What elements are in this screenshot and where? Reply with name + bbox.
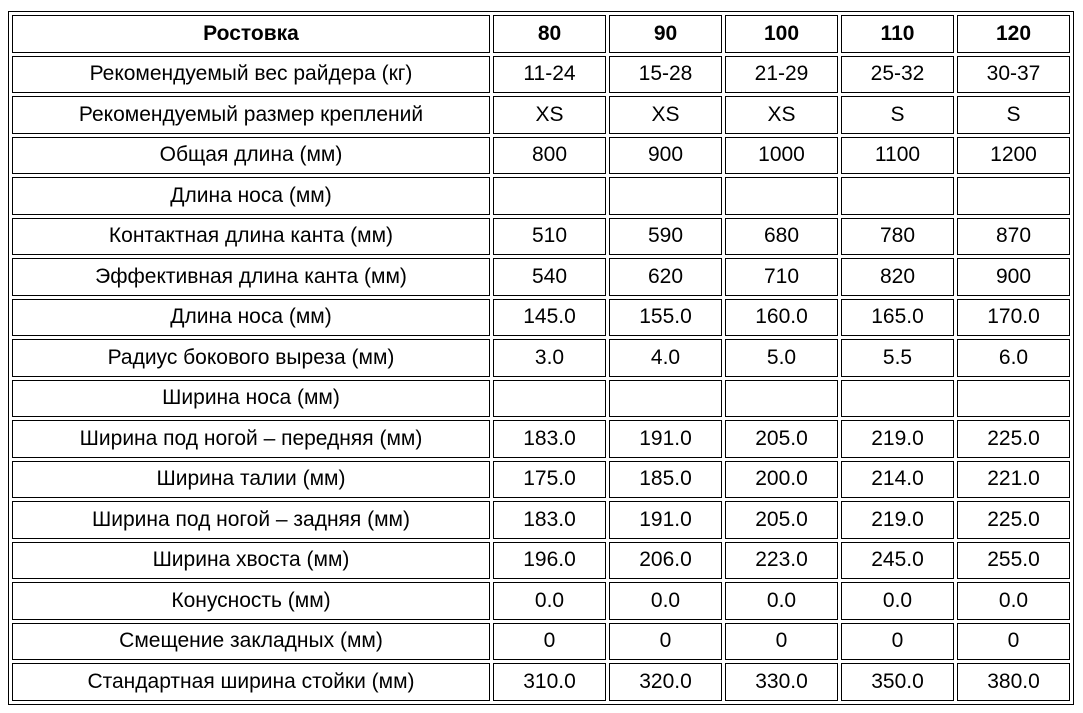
value-cell: 225.0 [957, 501, 1070, 539]
value-cell: 1100 [841, 137, 954, 175]
table-row [12, 501, 1070, 539]
header-cell-size-100: 100 [725, 15, 838, 53]
header-row [12, 15, 1070, 53]
table-row [12, 582, 1070, 620]
value-cell: 191.0 [609, 420, 722, 458]
row-label: Ширина талии (мм) [12, 461, 490, 499]
row-label: Контактная длина канта (мм) [12, 218, 490, 256]
table-row [12, 623, 1070, 661]
value-cell: 185.0 [609, 461, 722, 499]
row-label: Длина носа (мм) [12, 299, 490, 337]
value-cell: 0 [493, 623, 606, 661]
value-cell: 165.0 [841, 299, 954, 337]
table-row [12, 56, 1070, 94]
value-cell [841, 380, 954, 418]
value-cell: 620 [609, 258, 722, 296]
value-cell: 0 [957, 623, 1070, 661]
value-cell: 223.0 [725, 542, 838, 580]
table-row [12, 339, 1070, 377]
value-cell: 710 [725, 258, 838, 296]
table-row [12, 420, 1070, 458]
value-cell: 310.0 [493, 663, 606, 701]
value-cell [609, 177, 722, 215]
value-cell: S [957, 96, 1070, 134]
value-cell: 0 [725, 623, 838, 661]
value-cell: 820 [841, 258, 954, 296]
value-cell: 214.0 [841, 461, 954, 499]
value-cell: 0.0 [957, 582, 1070, 620]
row-label: Конусность (мм) [12, 582, 490, 620]
value-cell: 219.0 [841, 420, 954, 458]
value-cell: 196.0 [493, 542, 606, 580]
table-row [12, 663, 1070, 701]
value-cell: XS [609, 96, 722, 134]
value-cell: 5.5 [841, 339, 954, 377]
value-cell [957, 380, 1070, 418]
header-cell-size-80: 80 [493, 15, 606, 53]
value-cell: 0 [841, 623, 954, 661]
value-cell: 170.0 [957, 299, 1070, 337]
value-cell: 1200 [957, 137, 1070, 175]
value-cell: 5.0 [725, 339, 838, 377]
row-label: Ширина под ногой – передняя (мм) [12, 420, 490, 458]
value-cell: 30-37 [957, 56, 1070, 94]
row-label: Длина носа (мм) [12, 177, 490, 215]
table-row [12, 380, 1070, 418]
value-cell [493, 380, 606, 418]
value-cell [493, 177, 606, 215]
size-spec-table [9, 12, 1073, 704]
value-cell: 380.0 [957, 663, 1070, 701]
row-label: Рекомендуемый размер креплений [12, 96, 490, 134]
value-cell: 870 [957, 218, 1070, 256]
value-cell: 0.0 [841, 582, 954, 620]
table-row [12, 299, 1070, 337]
header-cell-size-90: 90 [609, 15, 722, 53]
row-label: Рекомендуемый вес райдера (кг) [12, 56, 490, 94]
value-cell: XS [493, 96, 606, 134]
header-cell-label: Ростовка [12, 15, 490, 53]
table-row [12, 461, 1070, 499]
value-cell [725, 380, 838, 418]
value-cell: 200.0 [725, 461, 838, 499]
value-cell [725, 177, 838, 215]
value-cell: 11-24 [493, 56, 606, 94]
row-label: Эффективная длина канта (мм) [12, 258, 490, 296]
row-label: Стандартная ширина стойки (мм) [12, 663, 490, 701]
row-label: Смещение закладных (мм) [12, 623, 490, 661]
value-cell: 1000 [725, 137, 838, 175]
value-cell: 145.0 [493, 299, 606, 337]
value-cell: 221.0 [957, 461, 1070, 499]
value-cell: 4.0 [609, 339, 722, 377]
spec-table-frame [8, 11, 1074, 705]
value-cell: 680 [725, 218, 838, 256]
value-cell: 350.0 [841, 663, 954, 701]
value-cell: 219.0 [841, 501, 954, 539]
value-cell: 155.0 [609, 299, 722, 337]
value-cell: 25-32 [841, 56, 954, 94]
row-label: Общая длина (мм) [12, 137, 490, 175]
table-row [12, 96, 1070, 134]
value-cell: 900 [957, 258, 1070, 296]
value-cell: 590 [609, 218, 722, 256]
row-label: Ширина носа (мм) [12, 380, 490, 418]
value-cell: 780 [841, 218, 954, 256]
value-cell: 6.0 [957, 339, 1070, 377]
value-cell: 0.0 [609, 582, 722, 620]
value-cell: 15-28 [609, 56, 722, 94]
value-cell: S [841, 96, 954, 134]
value-cell: 900 [609, 137, 722, 175]
value-cell: 510 [493, 218, 606, 256]
value-cell: 320.0 [609, 663, 722, 701]
value-cell: 330.0 [725, 663, 838, 701]
table-row [12, 258, 1070, 296]
header-cell-size-110: 110 [841, 15, 954, 53]
spec-table-body [12, 15, 1070, 701]
value-cell: 205.0 [725, 501, 838, 539]
table-row [12, 177, 1070, 215]
value-cell: 205.0 [725, 420, 838, 458]
table-row [12, 542, 1070, 580]
value-cell: 800 [493, 137, 606, 175]
value-cell: 540 [493, 258, 606, 296]
value-cell: 3.0 [493, 339, 606, 377]
value-cell: 245.0 [841, 542, 954, 580]
value-cell: 191.0 [609, 501, 722, 539]
value-cell: 225.0 [957, 420, 1070, 458]
value-cell: 0.0 [493, 582, 606, 620]
value-cell: 21-29 [725, 56, 838, 94]
value-cell [609, 380, 722, 418]
table-row [12, 137, 1070, 175]
row-label: Ширина под ногой – задняя (мм) [12, 501, 490, 539]
value-cell: 0.0 [725, 582, 838, 620]
value-cell: XS [725, 96, 838, 134]
row-label: Радиус бокового выреза (мм) [12, 339, 490, 377]
value-cell [957, 177, 1070, 215]
value-cell: 0 [609, 623, 722, 661]
value-cell: 255.0 [957, 542, 1070, 580]
value-cell: 183.0 [493, 420, 606, 458]
value-cell: 206.0 [609, 542, 722, 580]
table-row [12, 218, 1070, 256]
value-cell [841, 177, 954, 215]
header-cell-size-120: 120 [957, 15, 1070, 53]
value-cell: 175.0 [493, 461, 606, 499]
value-cell: 160.0 [725, 299, 838, 337]
row-label: Ширина хвоста (мм) [12, 542, 490, 580]
value-cell: 183.0 [493, 501, 606, 539]
